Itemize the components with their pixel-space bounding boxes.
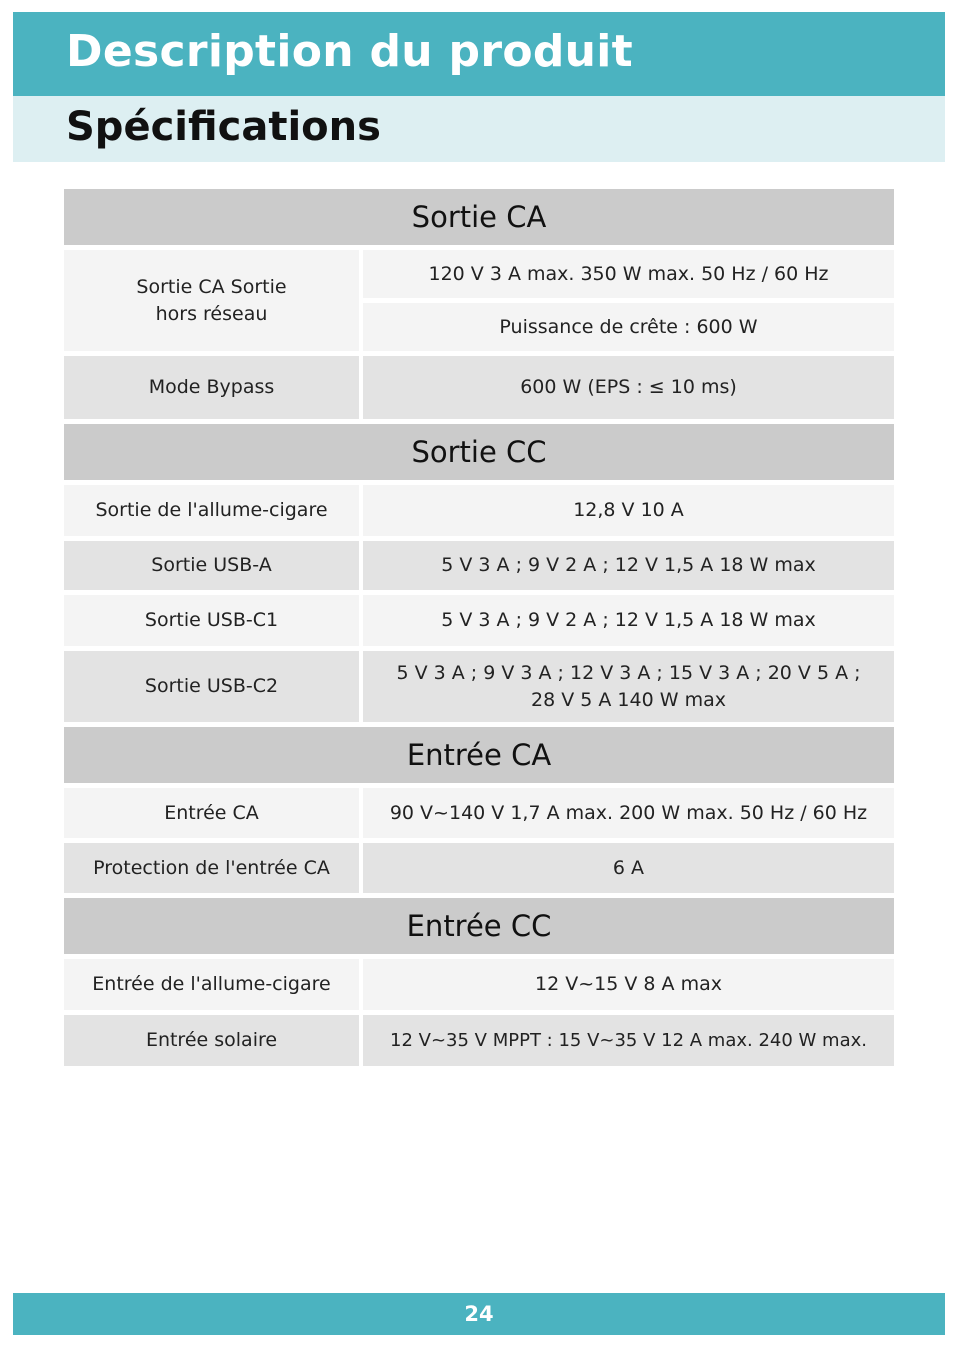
page-number: 24 — [464, 1302, 494, 1326]
subheader-band — [13, 96, 945, 162]
row-label: Protection de l'entrée CA — [64, 843, 359, 893]
row-value: 12,8 V 10 A — [363, 485, 894, 536]
row-value: 600 W (EPS : ≤ 10 ms) — [363, 356, 894, 419]
section-title: Spécifications — [66, 104, 381, 150]
section-header-sortie-cc: Sortie CC — [64, 424, 894, 480]
row-label: Sortie USB-C2 — [64, 651, 359, 722]
page-title: Description du produit — [66, 26, 633, 77]
spec-table — [64, 189, 894, 1071]
row-value: 12 V~15 V 8 A max — [363, 959, 894, 1010]
row-value: 5 V 3 A ; 9 V 3 A ; 12 V 3 A ; 15 V 3 A ; 20 V 5 A ; 28 V 5 A 140 W max — [363, 651, 894, 722]
row-label: Sortie USB-A — [64, 541, 359, 590]
section-header-sortie-ca: Sortie CA — [64, 189, 894, 245]
row-label: Sortie CA Sortie hors réseau — [64, 250, 359, 351]
row-label: Mode Bypass — [64, 356, 359, 419]
table-row — [64, 595, 894, 646]
table-row — [64, 250, 894, 351]
row-value: 12 V~35 V MPPT : 15 V~35 V 12 A max. 240 W max. — [363, 1015, 894, 1066]
row-value: Puissance de crête : 600 W — [363, 303, 894, 351]
row-value: 90 V~140 V 1,7 A max. 200 W max. 50 Hz / 60 Hz — [363, 788, 894, 838]
row-label: Entrée de l'allume-cigare — [64, 959, 359, 1010]
row-values — [363, 250, 894, 351]
row-label: Entrée CA — [64, 788, 359, 838]
row-value: 6 A — [363, 843, 894, 893]
section-header-entree-cc: Entrée CC — [64, 898, 894, 954]
header-band — [13, 12, 945, 96]
table-row — [64, 788, 894, 838]
row-value: 5 V 3 A ; 9 V 2 A ; 12 V 1,5 A 18 W max — [363, 541, 894, 590]
row-label: Sortie USB-C1 — [64, 595, 359, 646]
section-header-entree-ca: Entrée CA — [64, 727, 894, 783]
table-row — [64, 541, 894, 590]
table-row — [64, 651, 894, 722]
row-label: Sortie de l'allume-cigare — [64, 485, 359, 536]
table-row — [64, 485, 894, 536]
table-row — [64, 843, 894, 893]
table-row — [64, 959, 894, 1010]
footer-band — [13, 1293, 945, 1335]
table-row — [64, 356, 894, 419]
row-label: Entrée solaire — [64, 1015, 359, 1066]
table-row — [64, 1015, 894, 1066]
row-value: 120 V 3 A max. 350 W max. 50 Hz / 60 Hz — [363, 250, 894, 298]
row-value: 5 V 3 A ; 9 V 2 A ; 12 V 1,5 A 18 W max — [363, 595, 894, 646]
